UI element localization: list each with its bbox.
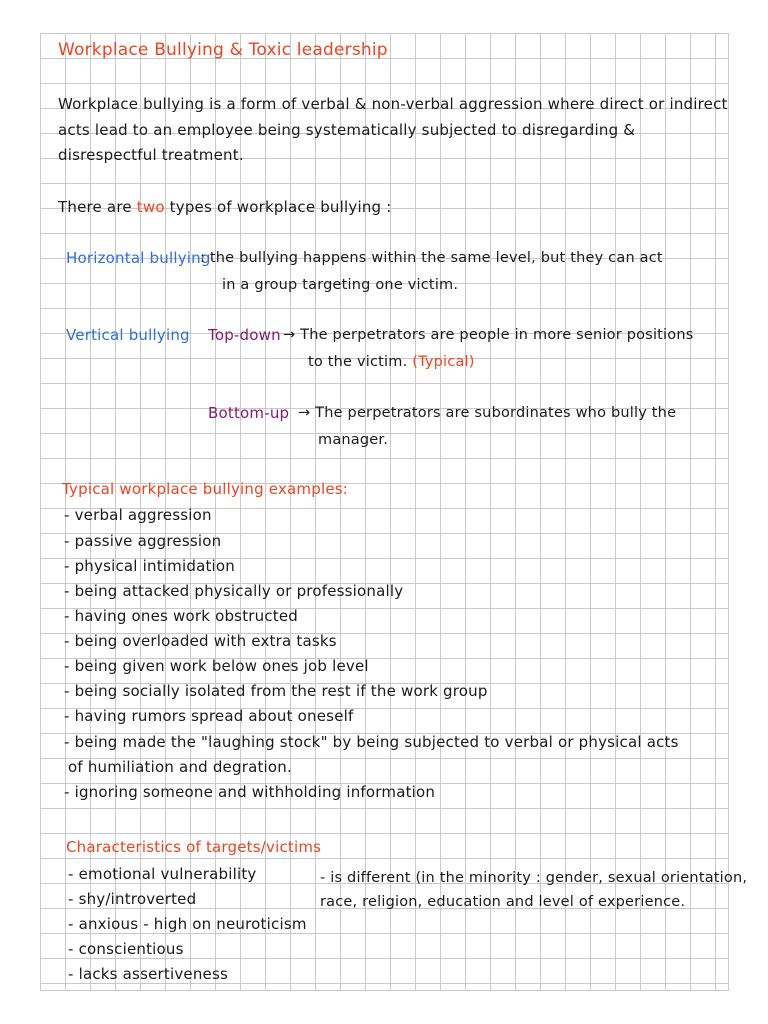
characteristic-item: - emotional vulnerability	[68, 865, 257, 883]
horizontal-line-1: : the bullying happens within the same level, but they can act	[200, 250, 663, 266]
example-item: - being given work below ones job level	[64, 657, 369, 675]
example-item: - having rumors spread about oneself	[64, 707, 354, 725]
definition-line-2: acts lead to an employee being systematically subjected to disregarding &	[58, 121, 636, 139]
types-intro	[58, 197, 391, 217]
top-down-line-1: → The perpetrators are people in more senior positions	[283, 327, 694, 343]
example-item: - being attacked physically or professionally	[64, 582, 404, 600]
definition-line-1: Workplace bullying is a form of verbal & non-verbal aggression where direct or indirect	[58, 95, 728, 113]
example-item: - ignoring someone and withholding information	[64, 783, 436, 801]
bottom-up-label: Bottom-up	[208, 404, 290, 422]
characteristic-different-line-1: - is different (in the minority : gender, sexual orientation,	[320, 870, 748, 886]
example-item: - being made the "laughing stock" by being subjected to verbal or physical acts	[64, 733, 679, 751]
types-intro-after: types of workplace bullying :	[164, 198, 392, 216]
vertical-bullying-term: Vertical bullying	[66, 326, 190, 344]
example-item: - being socially isolated from the rest if the work group	[64, 682, 488, 700]
example-item: - being overloaded with extra tasks	[64, 632, 337, 650]
examples-heading: Typical workplace bullying examples:	[62, 480, 349, 498]
characteristic-item: - shy/introverted	[68, 890, 197, 908]
characteristic-item: - lacks assertiveness	[68, 965, 228, 983]
typical-note: (Typical)	[412, 354, 475, 370]
page-title: Workplace Bullying & Toxic leadership	[58, 40, 388, 60]
characteristics-heading: Characteristics of targets/victims	[66, 838, 322, 856]
example-item: - verbal aggression	[64, 506, 212, 524]
characteristic-item: - conscientious	[68, 940, 184, 958]
example-item-continuation: of humiliation and degration.	[68, 758, 292, 776]
characteristic-different-line-2: race, religion, education and level of experience.	[320, 894, 686, 910]
types-intro-before: There are	[58, 198, 137, 216]
example-item: - passive aggression	[64, 532, 222, 550]
bottom-up-line-1: → The perpetrators are subordinates who bully the	[298, 405, 677, 421]
top-down-line-2	[308, 352, 475, 372]
bottom-up-line-2: manager.	[318, 432, 389, 448]
top-down-label: Top-down	[208, 326, 281, 344]
definition-line-3: disrespectful treatment.	[58, 146, 244, 164]
example-item: - physical intimidation	[64, 557, 235, 575]
top-down-line-2-text: to the victim.	[308, 354, 408, 370]
horizontal-line-2: in a group targeting one victim.	[222, 277, 459, 293]
types-intro-highlight: two	[136, 198, 165, 216]
characteristic-item: - anxious - high on neuroticism	[68, 915, 307, 933]
example-item: - having ones work obstructed	[64, 607, 299, 625]
horizontal-bullying-term: Horizontal bullying	[66, 249, 211, 267]
